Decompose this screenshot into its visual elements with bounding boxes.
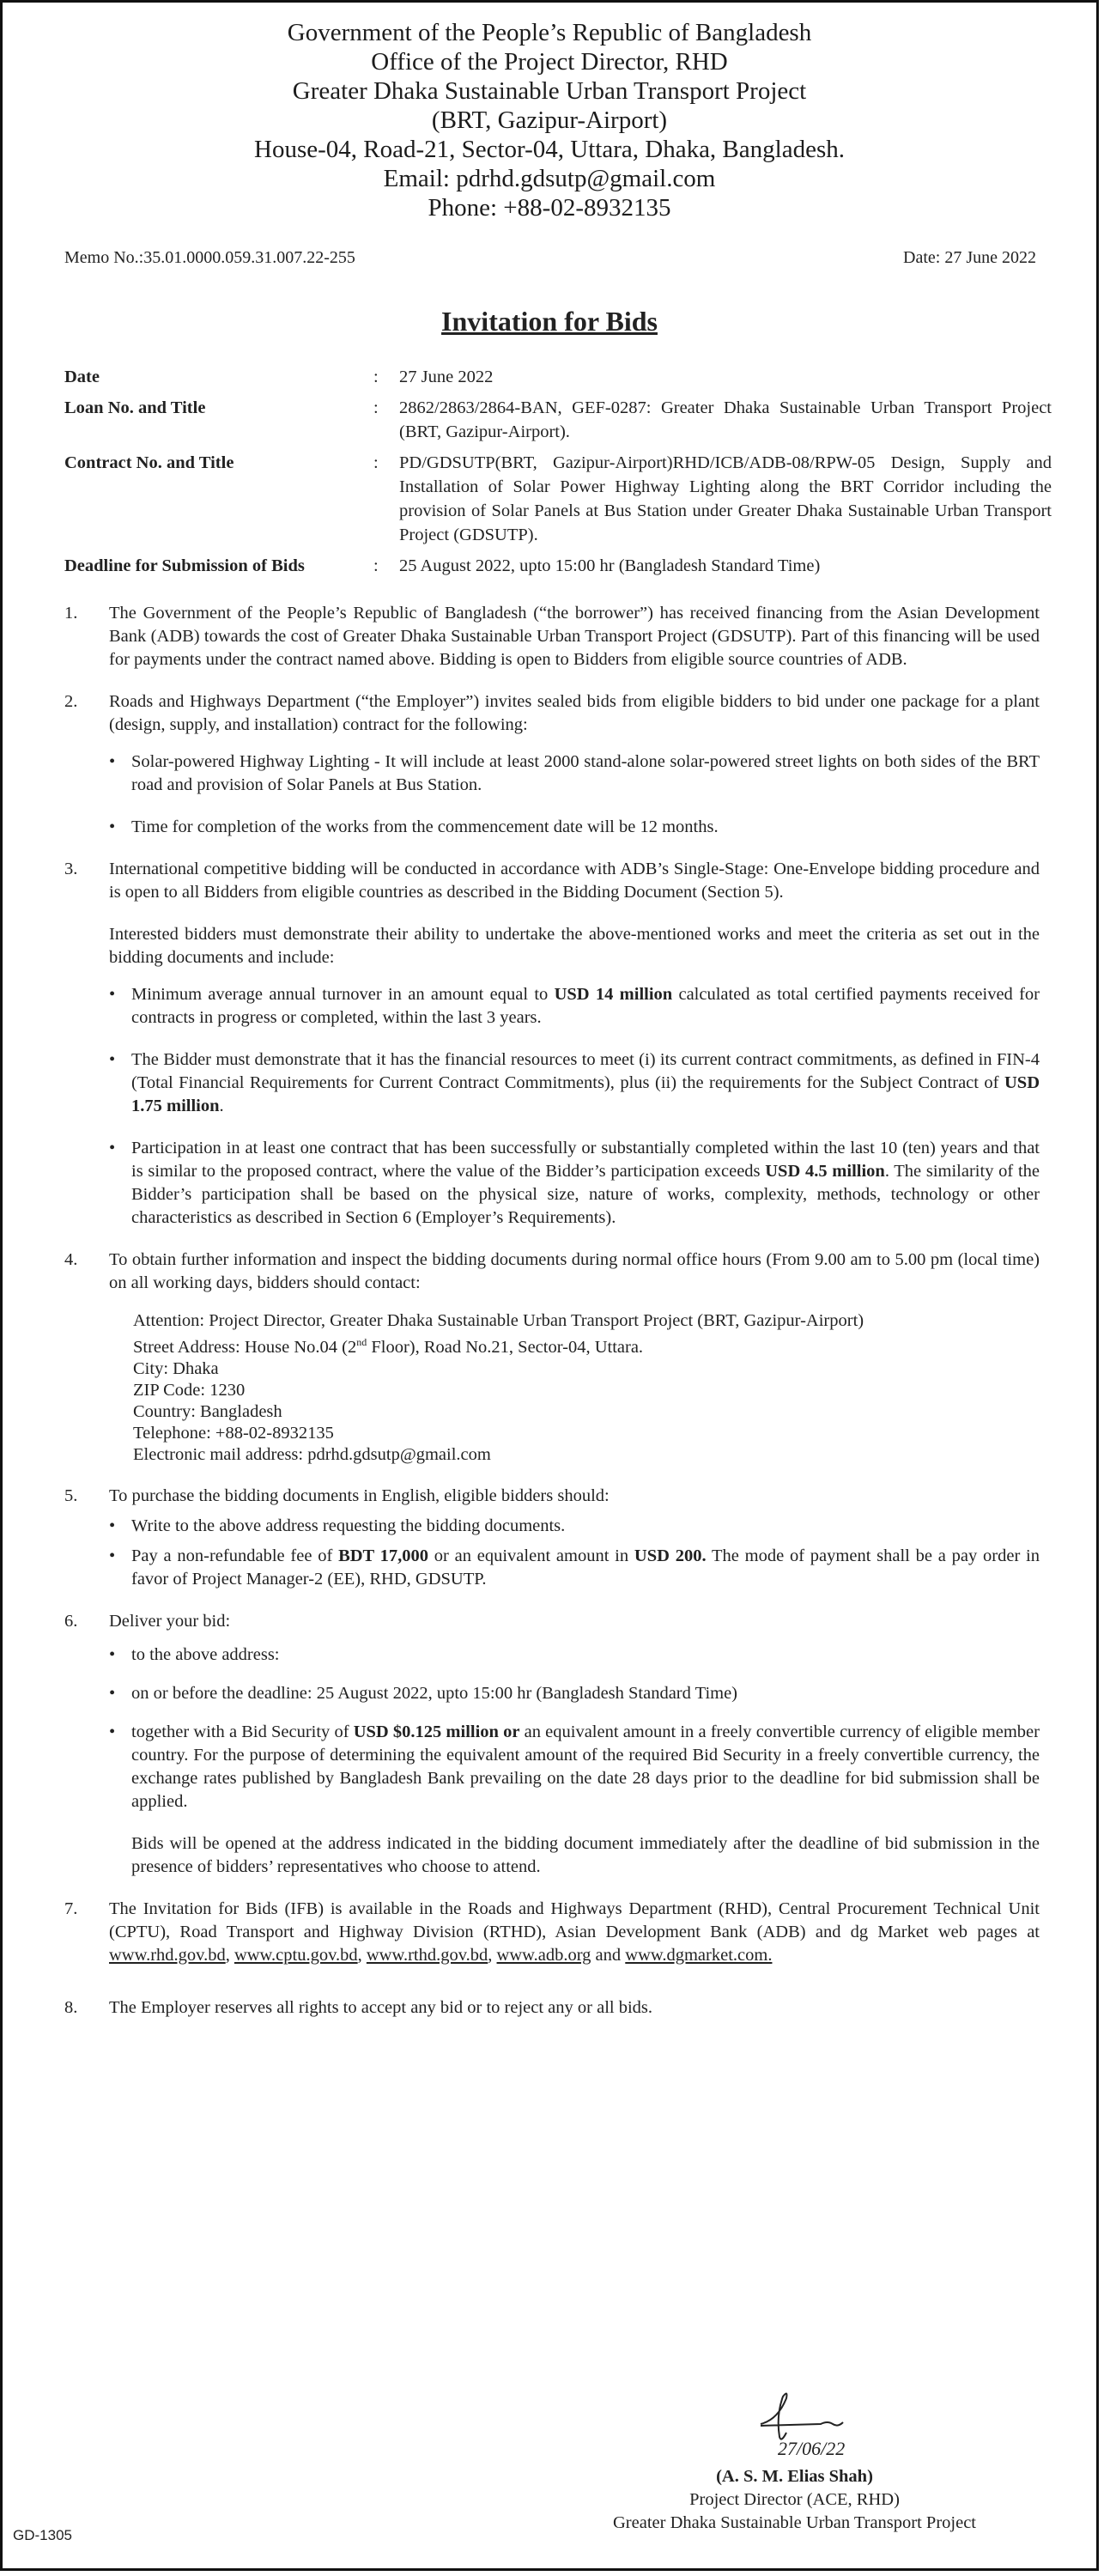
- link-rhd[interactable]: www.rhd.gov.bd: [109, 1945, 226, 1965]
- link-dgmarket[interactable]: www.dgmarket.com.: [625, 1945, 773, 1965]
- link-cptu[interactable]: www.cptu.gov.bd: [234, 1945, 358, 1965]
- bullet-item: [109, 1048, 1040, 1118]
- clause-subtext: Interested bidders must demonstrate their ability to undertake the above-mentioned works and meet the criteria as set out in the bidding documents and include:: [109, 925, 1040, 967]
- text: or an equivalent amount in: [428, 1546, 634, 1565]
- clause-number: 8.: [64, 1997, 78, 2017]
- info-value: 2862/2863/2864-BAN, GEF-0287: Greater Dhaka Sustainable Urban Transport Project (BRT, Gazipur-Airport).: [399, 398, 1052, 441]
- signatory-name: (A. S. M. Elias Shah): [716, 2467, 873, 2486]
- clause-3: [59, 858, 1040, 1230]
- clause-number: 3.: [64, 860, 78, 878]
- info-value: 27 June 2022: [399, 368, 494, 386]
- signatory-project: Greater Dhaka Sustainable Urban Transport Project: [613, 2513, 976, 2532]
- text: Floor), Road No.21, Sector-04, Uttara.: [367, 1337, 644, 1357]
- clause-subtext: Bids will be opened at the address indicated in the bidding document immediately after the deadline of bid submission in the presence of bidders’ representatives who choose to attend.: [131, 1833, 1040, 1876]
- footer-code: GD-1305: [13, 2527, 72, 2543]
- bullet-icon: •: [109, 817, 116, 836]
- text: Minimum average annual turnover in an amount equal to: [131, 985, 555, 1004]
- info-label: Date: [64, 368, 100, 386]
- colon: :: [373, 453, 379, 472]
- clause-2: [59, 690, 1040, 839]
- clause-6: [59, 1610, 1040, 1879]
- clause-8: [59, 1996, 1040, 2020]
- amount: BDT 17,000: [338, 1546, 428, 1565]
- letterhead: [3, 3, 1096, 222]
- bullet-text: Solar-powered Highway Lighting - It will include at least 2000 stand-alone solar-powered street lights on both sides of the BRT road and provision of Solar Panels at Bus Station.: [131, 752, 1040, 794]
- info-label: Loan No. and Title: [64, 398, 206, 417]
- text: an equivalent amount in a freely convertible currency of eligible member country. For the purpose of determining the equivalent amount of the required Bid Security in a freely convertible currency, the exchange rates published by Bangladesh Bank prevailing on the date 28 days prior to the deadline for bid submission shall be applied.: [131, 1722, 1040, 1811]
- clause-text: To obtain further information and inspect the bidding documents during normal office hours (From 9.00 am to 5.00 pm (local time) on all working days, bidders should contact:: [109, 1250, 1040, 1292]
- bullet-item: [109, 750, 1040, 797]
- amount: USD 200.: [634, 1546, 707, 1565]
- letterhead-line: Phone: +88-02-8932135: [428, 194, 671, 222]
- letterhead-line: Government of the People’s Republic of Bangladesh: [287, 19, 812, 46]
- bullet-icon: •: [109, 1050, 116, 1069]
- colon: :: [373, 398, 379, 417]
- link-adb[interactable]: www.adb.org: [496, 1945, 591, 1965]
- clause-text: The Employer reserves all rights to accept any bid or to reject any or all bids.: [109, 1997, 653, 2017]
- bullet-item: [109, 983, 1040, 1030]
- bullet-item: [109, 1682, 1040, 1705]
- bullet-text: to the above address:: [131, 1644, 280, 1664]
- memo-date: Date: 27 June 2022: [903, 248, 1036, 267]
- separator: and: [591, 1945, 626, 1965]
- separator: ,: [488, 1945, 497, 1965]
- bullet-item: [109, 1643, 1040, 1667]
- bullet-icon: •: [109, 1644, 116, 1664]
- clause-text: The Invitation for Bids (IFB) is available in the Roads and Highways Department (RHD), Central Procurement Technical Unit (CPTU), Road Transport and Highway Division (RTHD), Asian Development Bank (ADB) and dg Market web pages at: [109, 1899, 1040, 1941]
- clause-text: The Government of the People’s Republic of Bangladesh (“the borrower”) has received financing from the Asian Development Bank (ADB) towards the cost of Greater Dhaka Sustainable Urban Transport Project (GDSUTP). Part of this financing will be used for payments under the contract named above. Bidding is open to Bidders from eligible source countries of ADB.: [109, 604, 1040, 669]
- country: Country: Bangladesh: [133, 1401, 282, 1421]
- colon: :: [373, 556, 379, 575]
- text: The Bidder must demonstrate that it has the financial resources to meet (i) its current contract commitments, as defined in FIN-4 (Total Financial Requirements for Current Contract Commitments), plus (ii) the requirements for the Subject Contract of: [131, 1050, 1040, 1092]
- text: . The similarity of the Bidder’s participation shall be based on the physical size, nature of works, complexity, methods, technology or other characteristics as described in Section 6 (Employer’s Requirements).: [131, 1162, 1040, 1227]
- clause-number: 4.: [64, 1250, 78, 1269]
- clause-number: 7.: [64, 1899, 78, 1918]
- bullet-icon: •: [109, 1516, 116, 1535]
- clause-text: Roads and Highways Department (“the Employer”) invites sealed bids from eligible bidders to bid under one package for a plant (design, supply, and installation) contract for the following:: [109, 692, 1040, 734]
- memo-row: [64, 248, 1036, 268]
- bullet-text: on or before the deadline: 25 August 2022, upto 15:00 hr (Bangladesh Standard Time): [131, 1683, 738, 1703]
- text: Street Address: House No.04 (2: [133, 1337, 357, 1357]
- info-row: [64, 449, 1052, 552]
- bullet-icon: •: [109, 985, 116, 1004]
- amount: USD 1.75 million: [131, 1073, 1040, 1115]
- clause-text: To purchase the bidding documents in English, eligible bidders should:: [109, 1485, 610, 1505]
- info-table: [64, 363, 1052, 583]
- info-value: PD/GDSUTP(BRT, Gazipur-Airport)RHD/ICB/ADB-08/RPW-05 Design, Supply and Installation of Solar Power Highway Lighting along the BRT Corridor including the provision of Solar Panels at Bus Station under Greater Dhaka Sustainable Urban Transport Project (GDSUTP).: [399, 453, 1052, 544]
- bullet-icon: •: [109, 1139, 116, 1157]
- link-rthd[interactable]: www.rthd.gov.bd: [366, 1945, 488, 1965]
- text: Pay a non-refundable fee of: [131, 1546, 339, 1565]
- email: Electronic mail address: pdrhd.gdsutp@gmail.com: [133, 1444, 491, 1464]
- amount: USD $0.125 million or: [353, 1722, 520, 1741]
- city: City: Dhaka: [133, 1358, 219, 1378]
- letterhead-line: House-04, Road-21, Sector-04, Uttara, Dhaka, Bangladesh.: [254, 136, 845, 163]
- separator: ,: [357, 1945, 367, 1965]
- signature-block: [613, 2390, 976, 2535]
- text: .: [219, 1097, 224, 1115]
- text: together with a Bid Security of: [131, 1722, 354, 1741]
- letterhead-line: Email: pdrhd.gdsutp@gmail.com: [383, 165, 716, 192]
- bullet-icon: •: [109, 1546, 116, 1565]
- clause-4: [59, 1249, 1040, 1466]
- bullet-icon: •: [109, 1722, 116, 1741]
- bullet-icon: •: [109, 752, 116, 771]
- signatory-designation: Project Director (ACE, RHD): [689, 2490, 900, 2509]
- bullet-icon: •: [109, 1683, 116, 1703]
- text: Participation in at least one contract that has been successfully or substantially completed within the last 10 (ten) years and that is similar to the proposed contract, where the value of the Bidder’s participation exceeds: [131, 1139, 1040, 1181]
- clause-text: Deliver your bid:: [109, 1611, 231, 1631]
- colon: :: [373, 368, 379, 386]
- memo-number: Memo No.:35.01.0000.059.31.007.22-255: [64, 248, 355, 267]
- text: nd: [356, 1336, 367, 1348]
- clause-text: International competitive bidding will be conducted in accordance with ADB’s Single-Stage: One-Envelope bidding procedure and is open to all Bidders from eligible countries as described in the Bidding Document (Section 5).: [109, 860, 1040, 902]
- bullet-item: [109, 816, 1040, 839]
- attention: Attention: Project Director, Greater Dhaka Sustainable Urban Transport Project (BRT, Gazipur-Airport): [133, 1311, 864, 1330]
- bullet-text: Time for completion of the works from the commencement date will be 12 months.: [131, 817, 719, 836]
- bullet-item: [109, 1515, 1040, 1538]
- amount: USD 4.5 million: [765, 1162, 885, 1181]
- bullet-text: Write to the above address requesting the bidding documents.: [131, 1516, 566, 1535]
- zip-code: ZIP Code: 1230: [133, 1380, 246, 1400]
- signature-icon: [726, 2390, 864, 2458]
- clause-number: 1.: [64, 604, 78, 623]
- telephone: Telephone: +88-02-8932135: [133, 1423, 334, 1443]
- clause-7: [59, 1898, 1040, 1967]
- info-row: [64, 394, 1052, 449]
- separator: ,: [225, 1945, 234, 1965]
- bullet-item: [109, 1721, 1040, 1814]
- contact-address: [133, 1310, 1040, 1466]
- info-value: 25 August 2022, upto 15:00 hr (Bangladesh Standard Time): [399, 556, 821, 575]
- document-body: [59, 602, 1040, 2020]
- bullet-item: [109, 1545, 1040, 1591]
- letterhead-line: Office of the Project Director, RHD: [371, 48, 728, 76]
- street-address: [133, 1332, 1040, 1358]
- letterhead-line: Greater Dhaka Sustainable Urban Transport Project: [292, 77, 807, 105]
- bullet-item: [109, 1137, 1040, 1230]
- clause-number: 6.: [64, 1611, 78, 1631]
- clause-1: [59, 602, 1040, 671]
- document-title: Invitation for Bids: [441, 306, 658, 337]
- signature-date: 27/06/22: [777, 2438, 845, 2458]
- clause-number: 2.: [64, 692, 78, 711]
- info-label: Deadline for Submission of Bids: [64, 556, 305, 575]
- amount: USD 14 million: [554, 985, 673, 1004]
- letterhead-line: (BRT, Gazipur-Airport): [431, 106, 668, 134]
- clause-5: [59, 1485, 1040, 1591]
- info-label: Contract No. and Title: [64, 453, 234, 472]
- info-row: [64, 552, 1052, 583]
- info-row: [64, 363, 1052, 394]
- text: calculated as total certified payments received for contracts in progress or completed, within the last 3 years.: [131, 985, 1040, 1027]
- text: The mode of payment shall be a pay order in favor of Project Manager-2 (EE), RHD, GDSUTP.: [131, 1546, 1040, 1589]
- clause-number: 5.: [64, 1485, 78, 1505]
